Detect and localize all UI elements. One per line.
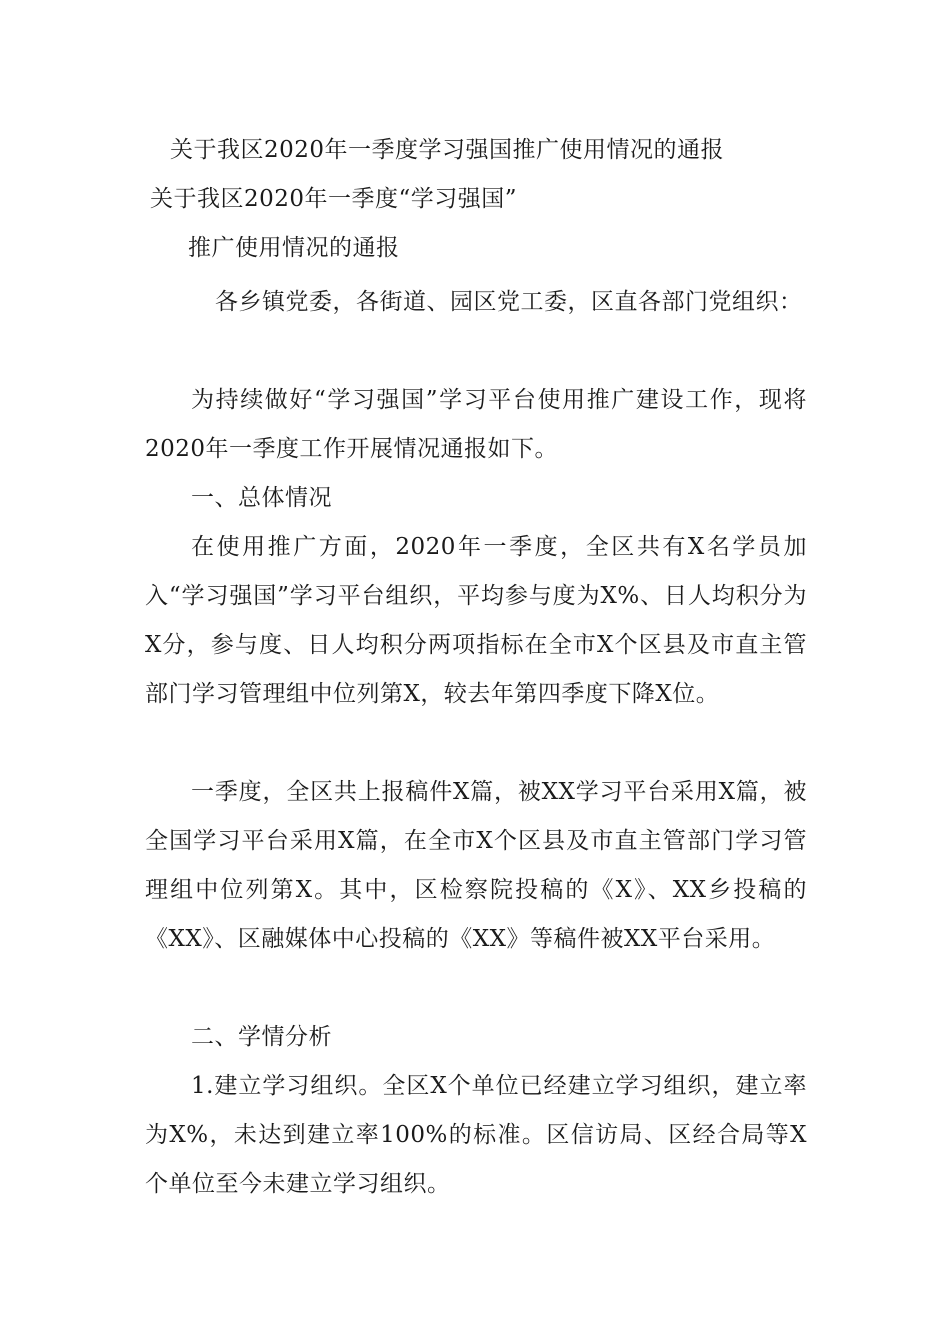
document-title-line-3: 推广使用情况的通报 <box>188 235 400 261</box>
section-1-heading: 一、总体情况 <box>191 485 332 511</box>
intro-paragraph: 为持续做好“学习强国”学习平台使用推广建设工作，现将2020年一季度工作开展情况通报如下。 <box>145 387 807 462</box>
document-title-line-1: 关于我区2020年一季度学习强国推广使用情况的通报 <box>170 137 725 163</box>
section-2-heading: 二、学情分析 <box>191 1024 332 1050</box>
salutation: 各乡镇党委，各街道、园区党工委，区直各部门党组织： <box>215 289 803 315</box>
section-1-paragraph-1: 在使用推广方面，2020年一季度，全区共有X名学员加入“学习强国”学习平台组织，平均参与度为X%、日人均积分为X分，参与度、日人均积分两项指标在全市X个区县及市直主管部门学习管理组中位列第X，较去年第四季度下降X位。 <box>145 534 807 707</box>
document-title-line-2: 关于我区2020年一季度“学习强国” <box>150 186 518 212</box>
section-1-paragraph-2: 一季度，全区共上报稿件X篇，被XX学习平台采用X篇，被全国学习平台采用X篇，在全市X个区县及市直主管部门学习管理组中位列第X。其中，区检察院投稿的《X》、XX乡投稿的《XX》、区融媒体中心投稿的《XX》等稿件被XX平台采用。 <box>145 779 807 952</box>
section-2-paragraph-1: 1.建立学习组织。全区X个单位已经建立学习组织，建立率为X%，未达到建立率100%的标准。区信访局、区经合局等X个单位至今未建立学习组织。 <box>145 1073 807 1197</box>
